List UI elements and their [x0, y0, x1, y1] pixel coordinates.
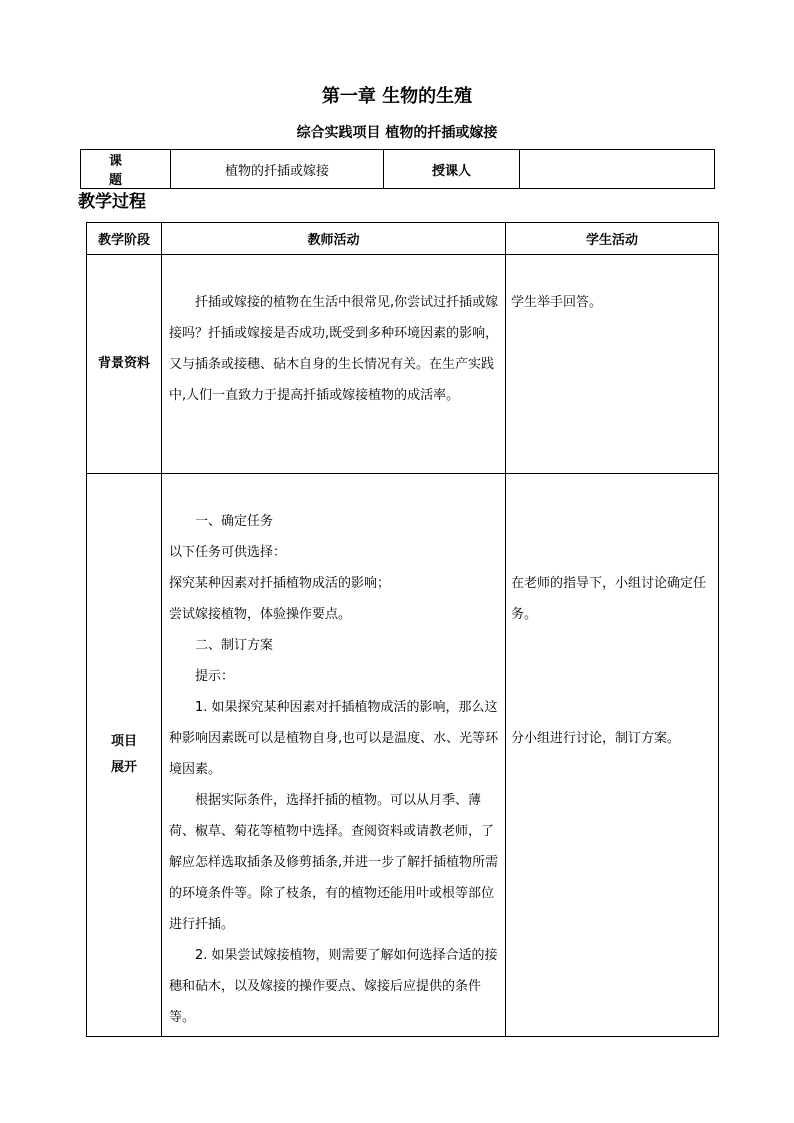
table-row-project	[87, 474, 719, 1037]
header-stage: 教学阶段	[87, 223, 162, 255]
teacher-paragraph: 扦插或嫁接的植物在生活中很常见,你尝试过扦插或嫁接吗？扦插或嫁接是否成功,既受到多种环境因素的影响，又与插条或接穗、砧木自身的生长情况有关。在生产实践中,人们一直致力于提高扦插或嫁接植物的成活率。	[169, 295, 499, 403]
stage-line: 展开	[110, 760, 137, 775]
lesson-info-row	[81, 150, 715, 189]
chapter-title: 第一章 生物的生殖	[321, 86, 473, 107]
topic-label: 课 题	[81, 150, 171, 189]
student-activity-cell	[506, 474, 719, 1037]
header-teacher: 教师活动	[162, 223, 506, 255]
student-activity-cell	[506, 255, 719, 474]
section-title: 教学过程	[78, 192, 146, 212]
student-paragraph: 分小组进行讨论，制订方案。	[511, 731, 681, 746]
teacher-paragraph: 提示：	[195, 669, 235, 684]
stage-cell: 背景资料	[87, 255, 162, 474]
teacher-paragraph: 1. 如果探究某种因素对扦插植物成活的影响，那么这种影响因素既可以是植物自身,也可以是温度、水、光等环境因素。	[169, 700, 499, 777]
teacher-paragraph: 根据实际条件，选择扦插的植物。可以从月季、薄荷、椒草、菊花等植物中选择。查阅资料或请教老师，了解应怎样选取插条及修剪插条,并进一步了解扦插植物所需的环境条件等。除了枝条，有的植物还能用叶或根等部位进行扦插。	[169, 793, 499, 932]
table-row-background	[87, 255, 719, 474]
teacher-paragraph: 以下任务可供选择：	[169, 545, 287, 560]
teacher-paragraph: 尝试嫁接植物，体验操作要点。	[169, 607, 352, 622]
topic-value: 植物的扦插或嫁接	[171, 150, 384, 189]
student-paragraph: 在老师的指导下，小组讨论确定任务。	[511, 576, 707, 622]
teacher-paragraph: 二、制订方案	[195, 638, 274, 653]
header-student: 学生活动	[506, 223, 719, 255]
lesson-subtitle: 综合实践项目 植物的扦插或嫁接	[296, 125, 498, 141]
teacher-activity-cell	[162, 255, 506, 474]
teacher-paragraph: 一、确定任务	[195, 514, 274, 529]
teacher-activity-cell	[162, 474, 506, 1037]
teacher-paragraph: 2. 如果尝试嫁接植物，则需要了解如何选择合适的接穗和砧木，以及嫁接的操作要点、嫁接后应提供的条件等。	[169, 948, 498, 1025]
stage-line: 项目	[110, 734, 137, 749]
teacher-value	[520, 150, 715, 189]
table-header-row	[87, 223, 719, 255]
lesson-info-table	[80, 149, 715, 189]
student-paragraph: 学生举手回答。	[511, 295, 603, 310]
stage-cell	[87, 474, 162, 1037]
teacher-label: 授课人	[384, 150, 520, 189]
teacher-paragraph: 探究某种因素对扦插植物成活的影响；	[169, 576, 391, 591]
teaching-process-table	[86, 222, 719, 1037]
